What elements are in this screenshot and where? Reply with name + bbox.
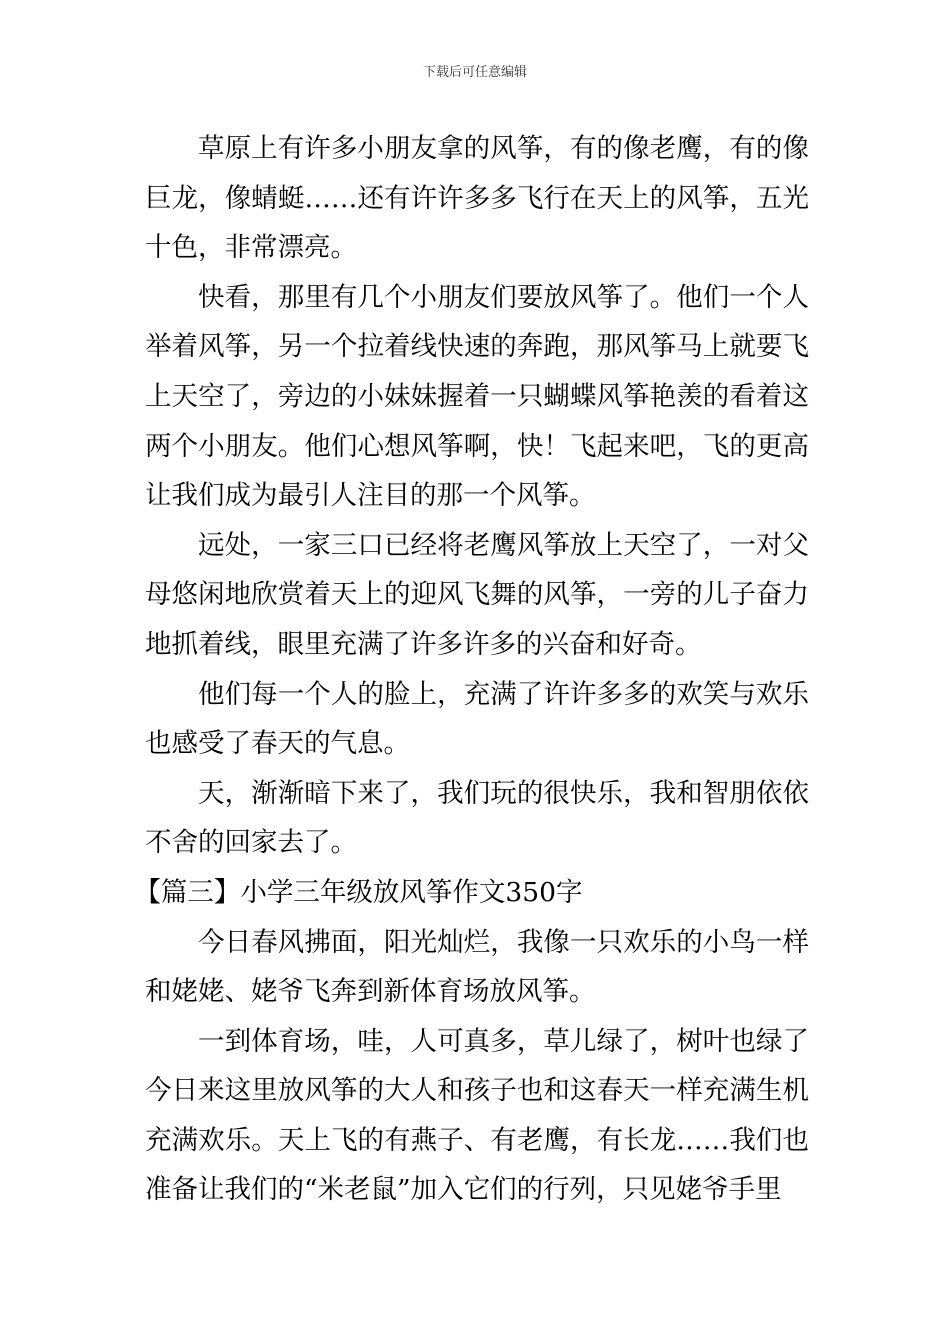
paragraph: 一到体育场，哇，人可真多，草儿绿了，树叶也绿了今日来这里放风筝的大人和孩子也和这春天一样充满生机充满欢乐。天上飞的有燕子、有老鹰，有长龙……我们也准备让我们的“米老鼠”加入它们的行列，只见姥爷手里 (145, 1025, 809, 1206)
paragraph: 他们每一个人的脸上，充满了许许多多的欢笑与欢乐也感受了春天的气息。 (145, 678, 809, 760)
paragraph: 草原上有许多小朋友拿的风筝，有的像老鹰，有的像巨龙，像蜻蜓……还有许许多多飞行在天上的风筝，五光十色，非常漂亮。 (145, 133, 809, 264)
document-body (134, 124, 809, 1215)
paragraph: 快看，那里有几个小朋友们要放风筝了。他们一个人举着风筝，另一个拉着线快速的奔跑，那风筝马上就要飞上天空了，旁边的小妹妹握着一只蝴蝶风筝艳羡的看着这两个小朋友。他们心想风筝啊，快！飞起来吧，飞的更高让我们成为最引人注目的那一个风筝。 (145, 281, 809, 512)
paragraph: 天，渐渐暗下来了，我们玩的很快乐，我和智朋依依不舍的回家去了。 (145, 777, 809, 859)
section-heading: 【篇三】小学三年级放风筝作文350字 (134, 876, 583, 908)
page-header: 下载后可任意编辑 (422, 65, 527, 80)
paragraph: 今日春风拂面，阳光灿烂，我像一只欢乐的小鸟一样和姥姥、姥爷飞奔到新体育场放风筝。 (145, 926, 809, 1008)
paragraph: 远处，一家三口已经将老鹰风筝放上天空了，一对父母悠闲地欣赏着天上的迎风飞舞的风筝，一旁的儿子奋力地抓着线，眼里充满了许多许多的兴奋和好奇。 (145, 529, 809, 660)
